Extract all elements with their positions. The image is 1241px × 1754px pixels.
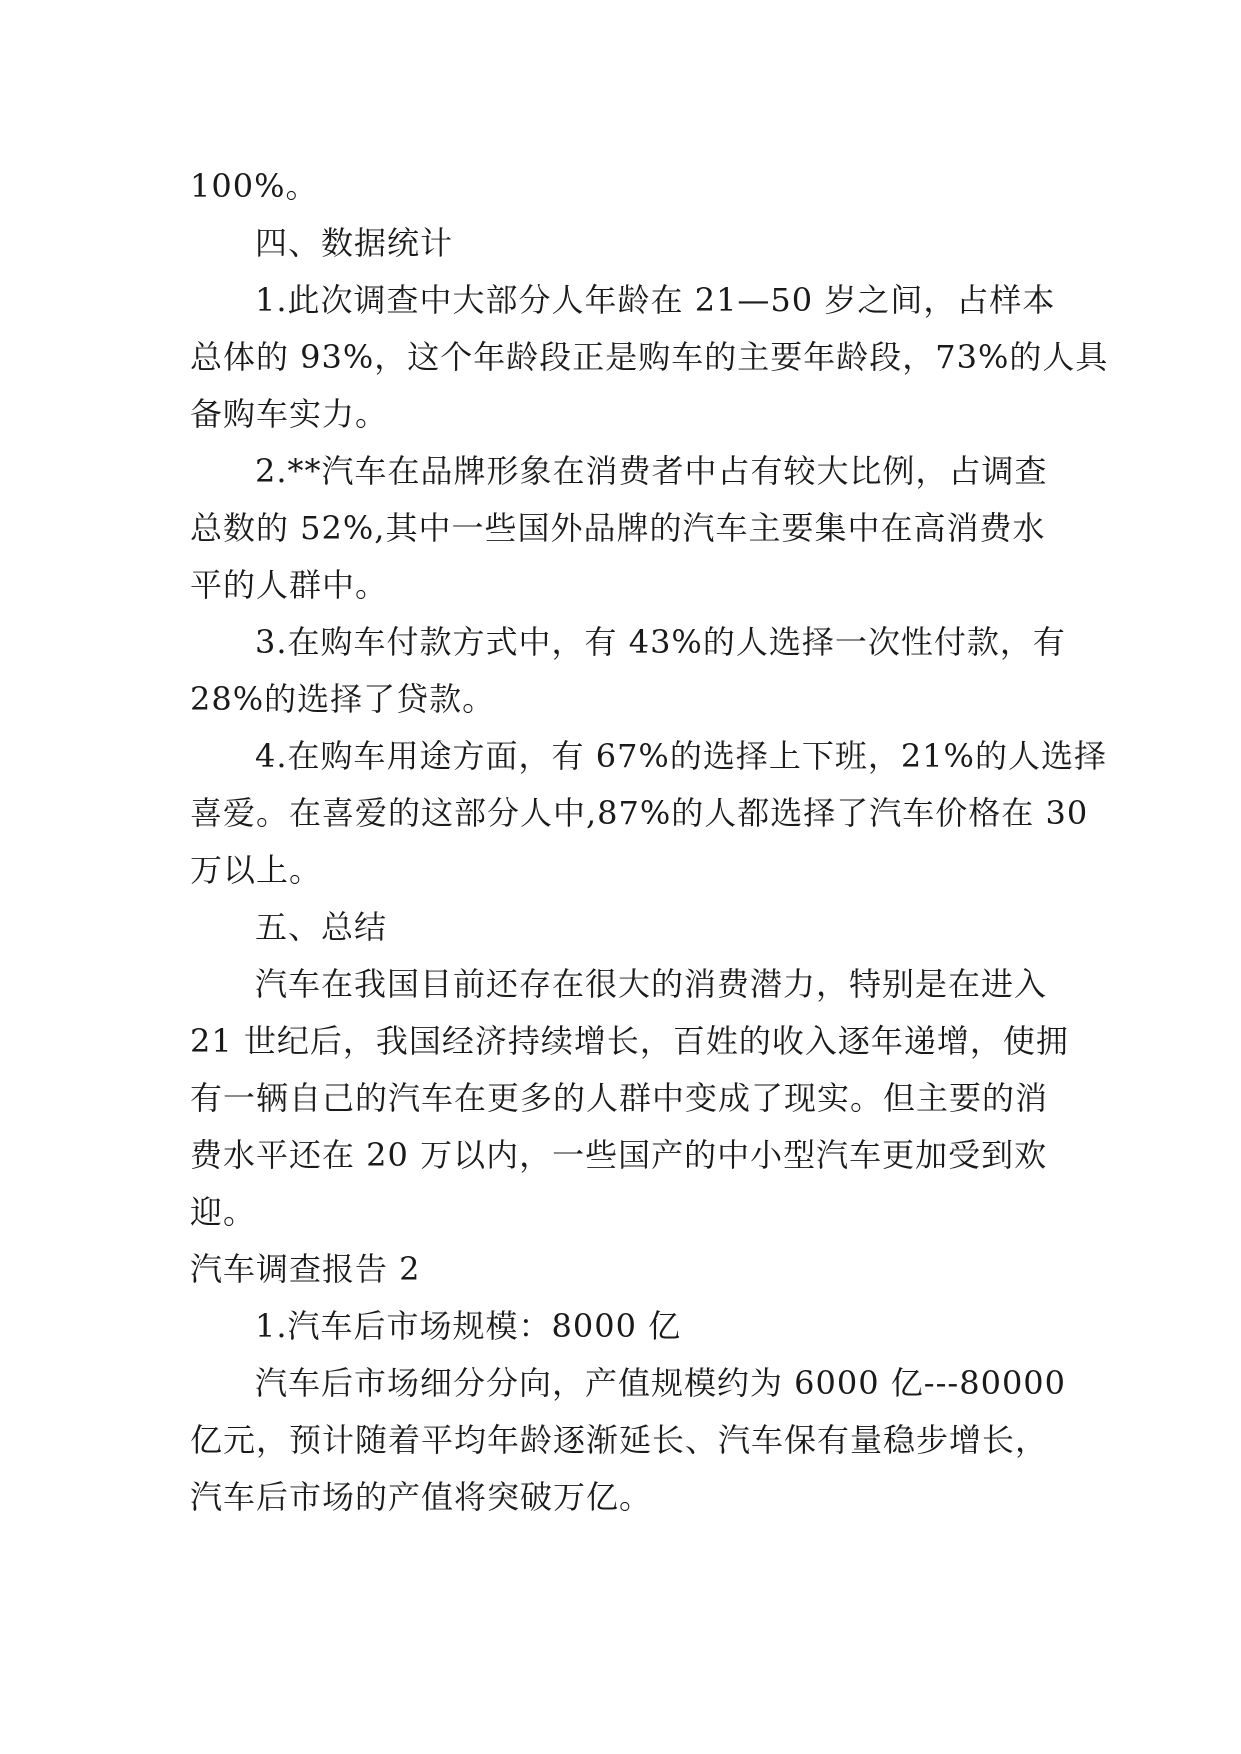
paragraph-line: 总数的 52%,其中一些国外品牌的汽车主要集中在高消费水 (190, 509, 1046, 547)
paragraph-line: 备购车实力。 (190, 395, 389, 433)
paragraph-line: 总体的 93%，这个年龄段正是购车的主要年龄段，73%的人具 (190, 338, 1109, 376)
paragraph-line: 费水平还在 20 万以内，一些国产的中小型汽车更加受到欢 (190, 1136, 1048, 1174)
paragraph-line: 4.在购车用途方面，有 67%的选择上下班，21%的人选择 (255, 737, 1107, 775)
paragraph-line: 万以上。 (190, 851, 323, 889)
paragraph-line: 汽车后市场细分分向，产值规模约为 6000 亿---80000 (255, 1364, 1067, 1402)
paragraph-line: 汽车后市场的产值将突破万亿。 (190, 1478, 653, 1516)
paragraph-line: 汽车在我国目前还存在很大的消费潜力，特别是在进入 (255, 965, 1048, 1003)
paragraph-line: 亿元，预计随着平均年龄逐渐延长、汽车保有量稳步增长， (190, 1421, 1049, 1459)
paragraph-line: 100%。 (190, 167, 319, 205)
paragraph-line: 平的人群中。 (190, 566, 389, 604)
paragraph-line: 21 世纪后，我国经济持续增长，百姓的收入逐年递增，使拥 (190, 1022, 1069, 1060)
paragraph-line: 1.此次调查中大部分人年龄在 21—50 岁之间，占样本 (255, 281, 1056, 319)
document-title: 汽车调查报告 2 (190, 1250, 421, 1288)
section-heading: 五、总结 (255, 908, 388, 946)
section-heading: 四、数据统计 (255, 224, 454, 262)
paragraph-line: 2.**汽车在品牌形象在消费者中占有较大比例，占调查 (255, 452, 1048, 490)
paragraph-line: 1.汽车后市场规模：8000 亿 (255, 1307, 682, 1345)
paragraph-line: 3.在购车付款方式中，有 43%的人选择一次性付款，有 (255, 623, 1066, 661)
paragraph-line: 迎。 (190, 1193, 257, 1231)
paragraph-line: 有一辆自己的汽车在更多的人群中变成了现实。但主要的消 (190, 1079, 1049, 1117)
paragraph-line: 喜爱。在喜爱的这部分人中,87%的人都选择了汽车价格在 30 (190, 794, 1089, 832)
paragraph-line: 28%的选择了贷款。 (190, 680, 496, 718)
